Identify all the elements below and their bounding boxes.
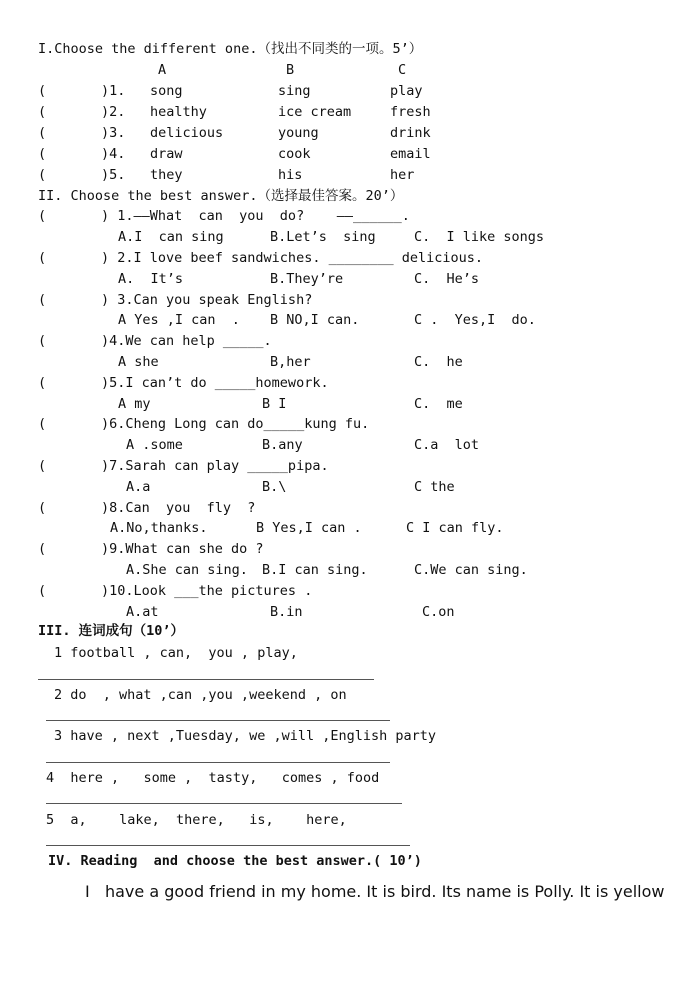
answer-paren: ( (38, 83, 47, 99)
option-c: C. He’s (414, 271, 480, 287)
answer-line-1[interactable] (38, 679, 374, 680)
option-a: song (150, 83, 183, 99)
section-3-title: III. 连词成句（10’） (38, 623, 185, 639)
option-a: draw (150, 146, 183, 162)
option-b: B NO,I can. (270, 312, 360, 328)
question-number: )5. (101, 167, 126, 183)
option-a: A Yes ,I can . (118, 312, 240, 328)
option-a: A she (118, 354, 159, 370)
option-a: A my (118, 396, 151, 412)
answer-paren: ( (38, 500, 47, 516)
question-text: )7.Sarah can play _____pipa. (101, 458, 329, 474)
answer-paren: ( (38, 541, 47, 557)
answer-line-4[interactable] (46, 803, 402, 804)
option-b: cook (278, 146, 311, 162)
answer-paren: ( (38, 375, 47, 391)
question-text: )6.Cheng Long can do_____kung fu. (101, 416, 370, 432)
question-text: ) 2.I love beef sandwiches. ________ delicious. (101, 250, 484, 266)
question-number: )3. (101, 125, 126, 141)
sentence-item-5: 5 a, lake, there, is, here, (46, 812, 347, 828)
answer-line-5[interactable] (46, 845, 410, 846)
option-c: C.We can sing. (414, 562, 528, 578)
option-c: C. I like songs (414, 229, 545, 245)
option-b: B.Let’s sing (270, 229, 376, 245)
option-b: ice cream (278, 104, 352, 120)
sentence-item-4: 4 here , some , tasty, comes , food (46, 770, 380, 786)
option-a: they (150, 167, 183, 183)
option-b: B.\ (262, 479, 287, 495)
question-number: )1. (101, 83, 126, 99)
section-1-title: I.Choose the different one.（找出不同类的一项。5’） (38, 41, 423, 57)
answer-line-3[interactable] (46, 762, 390, 763)
column-a-header: A (158, 62, 167, 78)
answer-paren: ( (38, 208, 47, 224)
answer-paren: ( (38, 167, 47, 183)
answer-paren: ( (38, 416, 47, 432)
option-c: drink (390, 125, 431, 141)
answer-paren: ( (38, 146, 47, 162)
option-c: play (390, 83, 423, 99)
option-b: young (278, 125, 319, 141)
answer-line-2[interactable] (46, 720, 390, 721)
option-c: her (390, 167, 415, 183)
question-text: )9.What can she do ? (101, 541, 264, 557)
answer-paren: ( (38, 125, 47, 141)
option-c: C. he (414, 354, 463, 370)
option-a: A. It’s (118, 271, 184, 287)
option-b: B.any (262, 437, 303, 453)
option-b: his (278, 167, 303, 183)
option-a: A.I can sing (118, 229, 224, 245)
option-b: B.They’re (270, 271, 344, 287)
answer-paren: ( (38, 250, 47, 266)
option-c: C.on (422, 604, 455, 620)
sentence-item-1: 1 football , can, you , play, (54, 645, 298, 661)
section-4-title: IV. Reading and choose the best answer.( 10’) (48, 853, 422, 869)
option-b: B.in (270, 604, 303, 620)
option-c: C . Yes,I do. (414, 312, 536, 328)
answer-paren: ( (38, 458, 47, 474)
option-a: healthy (150, 104, 207, 120)
option-c: fresh (390, 104, 431, 120)
question-text: )10.Look ___the pictures . (101, 583, 313, 599)
question-text: )4.We can help _____. (101, 333, 272, 349)
option-c: C I can fly. (406, 520, 504, 536)
answer-paren: ( (38, 292, 47, 308)
column-b-header: B (286, 62, 295, 78)
option-a: A.She can sing. (126, 562, 248, 578)
option-b: sing (278, 83, 311, 99)
question-text: )5.I can’t do _____homework. (101, 375, 329, 391)
answer-paren: ( (38, 583, 47, 599)
question-text: )8.Can you fly ? (101, 500, 256, 516)
option-b: B I (262, 396, 287, 412)
option-b: B.I can sing. (262, 562, 368, 578)
section-2-title: II. Choose the best answer.（选择最佳答案。20’） (38, 188, 404, 204)
option-a: A .some (126, 437, 183, 453)
option-b: B,her (270, 354, 311, 370)
sentence-item-2: 2 do , what ,can ,you ,weekend , on (54, 687, 347, 703)
option-a: A.a (126, 479, 151, 495)
question-number: )2. (101, 104, 126, 120)
option-c: C the (414, 479, 455, 495)
option-b: B Yes,I can . (256, 520, 362, 536)
option-c: email (390, 146, 431, 162)
option-a: A.No,thanks. (110, 520, 208, 536)
question-text: ) 3.Can you speak English? (101, 292, 313, 308)
answer-paren: ( (38, 333, 47, 349)
answer-paren: ( (38, 104, 47, 120)
option-a: delicious (150, 125, 224, 141)
question-number: )4. (101, 146, 126, 162)
option-c: C. me (414, 396, 463, 412)
question-text: ) 1.——What can you do? ——______. (101, 208, 410, 224)
reading-passage: I have a good friend in my home. It is bird. Its name is Polly. It is yellow (85, 882, 665, 901)
sentence-item-3: 3 have , next ,Tuesday, we ,will ,English party (54, 728, 437, 744)
column-c-header: C (398, 62, 407, 78)
option-a: A.at (126, 604, 159, 620)
option-c: C.a lot (414, 437, 480, 453)
